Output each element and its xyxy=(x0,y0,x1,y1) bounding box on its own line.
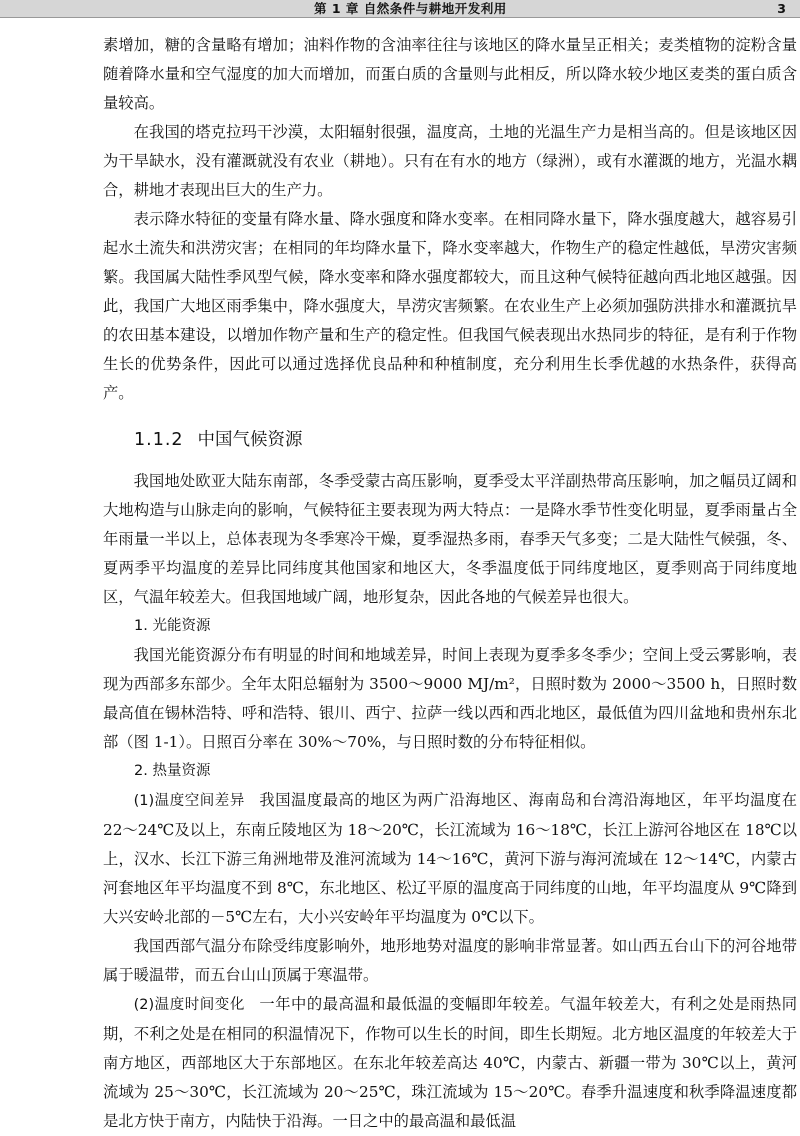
paragraph-2: 在我国的塔克拉玛干沙漠，太阳辐射很强，温度高，土地的光温生产力是相当高的。但是该地区因为干旱缺水，没有灌溉就没有农业（耕地）。只有在有水的地方（绿洲），或有水灌溉的地方，光温水耦合，耕地才表现出巨大的生产力。 xyxy=(103,123,797,199)
subsection-heading-light: 1. 光能资源 xyxy=(134,618,211,634)
page-body xyxy=(103,31,797,1136)
section-number: 1.1.2 xyxy=(134,430,184,450)
paragraph-5: 我国光能资源分布有明显的时间和地域差异，时间上表现为夏季多冬季少；空间上受云雾影响，表现为西部多东部少。全年太阳总辐射为 3500～9000 MJ/m²，日照时数为 2000～3500 h，日照时数最高值在锡林浩特、呼和浩特、银川、西宁、拉萨一线以西和西北地区，最低值为四川盆地和贵州东北部（图 1-1）。日照百分率在 30%～70%，与日照时数的分布特征相似。 xyxy=(103,646,797,751)
paragraph-3: 表示降水特征的变量有降水量、降水强度和降水变率。在相同降水量下，降水强度越大，越容易引起水土流失和洪涝灾害；在相同的年均降水量下，降水变率越大，作物生产的稳定性越低，旱涝灾害频繁。我国属大陆性季风型气候，降水变率和降水强度都较大，而且这种气候特征越向西北地区越强。因此，我国广大地区雨季集中，降水强度大，旱涝灾害频繁。在农业生产上必须加强防洪排水和灌溉抗旱的农田基本建设，以增加作物产量和生产的稳定性。但我国气候表现出水热同步的特征，是有利于作物生长的优势条件，因此可以通过选择优良品种和种植制度，充分利用生长季优越的水热条件，获得高产。 xyxy=(103,210,797,402)
section-heading xyxy=(134,426,797,454)
paragraph-6-body: 我国温度最高的地区为两广沿海地区、海南岛和台湾沿海地区，年平均温度在 22～24℃及以上，东南丘陵地区为 18～20℃，长江流域为 16～18℃，长江上游河谷地区在 18℃以上，汉水、长江下游三角洲地带及淮河流域为 14～16℃，黄河下游与海河流域在 12～14℃，内蒙古河套地区年平均温度不到 8℃，东北地区、松辽平原的温度高于同纬度的山地，年平均温度从 9℃降到大兴安岭北部的－5℃左右，大小兴安岭年平均温度为 0℃以下。 xyxy=(103,791,797,926)
paragraph-8 xyxy=(103,990,797,1136)
lead-in-temporal: (2)温度时间变化 xyxy=(133,997,245,1013)
paragraph-4: 我国地处欧亚大陆东南部，冬季受蒙古高压影响，夏季受太平洋副热带高压影响，加之幅员辽阔和大地构造与山脉走向的影响，气候特征主要表现为两大特点：一是降水季节性变化明显，夏季雨量占全年雨量一半以上，总体表现为冬季寒冷干燥，夏季湿热多雨，春季天气多变；二是大陆性气候强，冬、夏两季平均温度的差异比同纬度其他国家和地区大，冬季温度低于同纬度地区，夏季则高于同纬度地区，气温年较差大。但我国地域广阔，地形复杂，因此各地的气候差异也很大。 xyxy=(103,472,797,606)
subsection-heading-heat: 2. 热量资源 xyxy=(134,763,211,779)
lead-in-spatial: (1)温度空间差异 xyxy=(133,793,245,809)
paragraph-8-body: 一年中的最高温和最低温的变幅即年较差。气温年较差大，有利之处是雨热同期，不利之处是在相同的积温情况下，作物可以生长的时间，即生长期短。北方地区温度的年较差大于南方地区，西部地区大于东部地区。在东北年较差高达 40℃，内蒙古、新疆一带为 30℃以上，黄河流域为 25～30℃，长江流域为 20～25℃，珠江流域为 15～20℃。春季升温速度和秋季降温速度都是北方快于南方，内陆快于沿海。一日之中的最高温和最低温 xyxy=(103,995,797,1130)
running-header xyxy=(0,0,800,18)
chapter-title: 第 1 章 自然条件与耕地开发利用 xyxy=(314,1,507,16)
page-number: 3 xyxy=(777,1,786,16)
paragraph-1: 素增加，糖的含量略有增加；油料作物的含油率往往与该地区的降水量呈正相关；麦类植物的淀粉含量随着降水量和空气湿度的加大而增加，而蛋白质的含量则与此相反，所以降水较少地区麦类的蛋白质含量较高。 xyxy=(103,36,797,112)
paragraph-6 xyxy=(103,786,797,932)
section-title: 中国气候资源 xyxy=(197,430,303,450)
paragraph-7: 我国西部气温分布除受纬度影响外，地形地势对温度的影响非常显著。如山西五台山下的河谷地带属于暖温带，而五台山山顶属于寒温带。 xyxy=(103,937,797,984)
